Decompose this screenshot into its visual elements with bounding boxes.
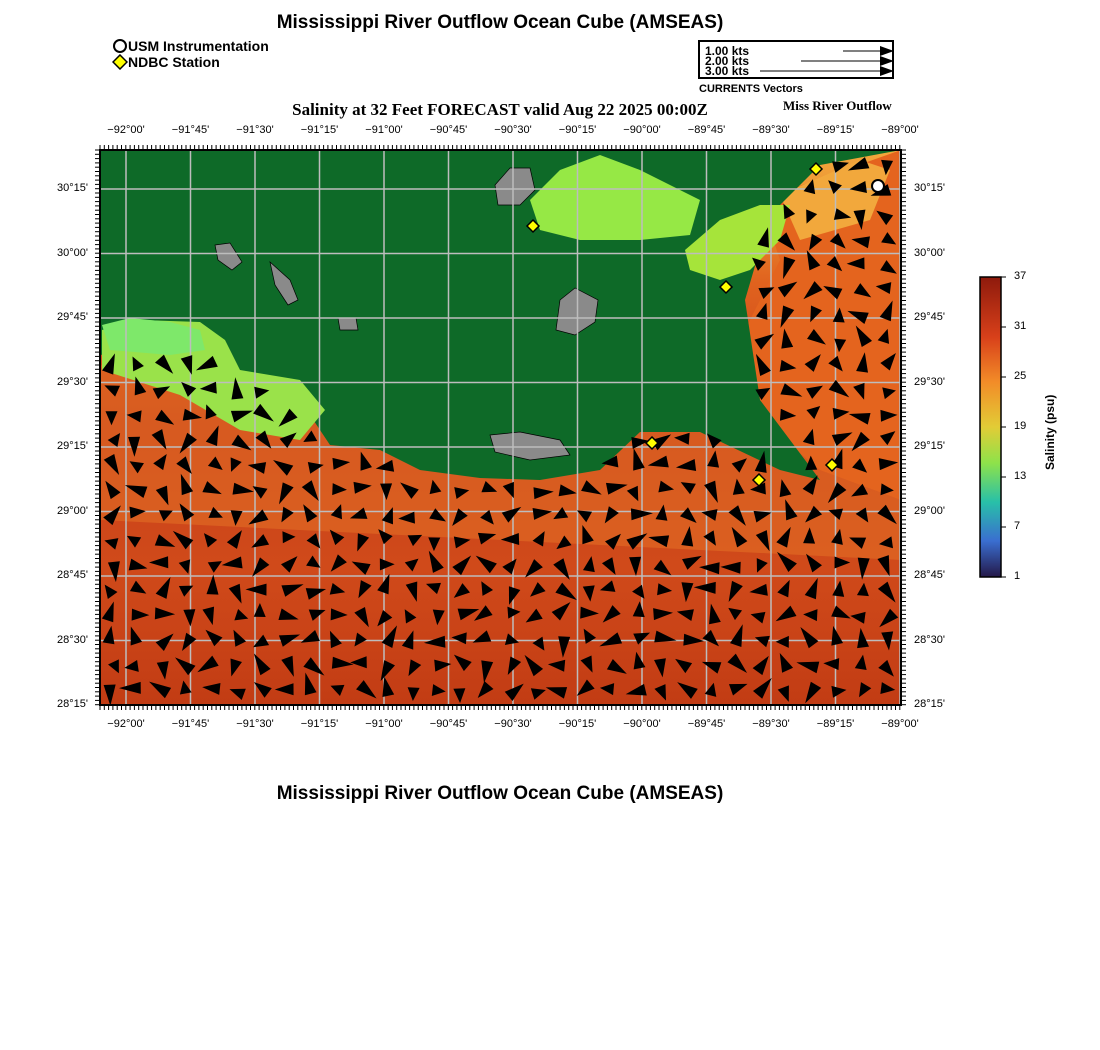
region-tag: Miss River Outflow bbox=[783, 98, 892, 113]
lon-tick-label: −91°30' bbox=[236, 124, 274, 136]
colorbar bbox=[970, 270, 1040, 590]
colorbar-title: Salinity (psu) bbox=[1043, 394, 1057, 470]
legend-ndbc-label: NDBC Station bbox=[128, 54, 220, 70]
lon-tick-label: −90°45' bbox=[429, 124, 468, 136]
lat-tick-label: 30°15' bbox=[914, 182, 945, 194]
lat-tick-label: 28°15' bbox=[914, 698, 945, 710]
lon-tick-label: −90°30' bbox=[494, 124, 532, 136]
lat-tick-label: 29°00' bbox=[914, 504, 945, 517]
lon-tick-label: −90°00' bbox=[623, 124, 661, 136]
lon-tick-label: −90°45' bbox=[429, 718, 468, 730]
lon-tick-label: −90°15' bbox=[558, 718, 597, 730]
lat-tick-label: 29°15' bbox=[57, 440, 88, 452]
colorbar-tick-label: 31 bbox=[1014, 320, 1027, 332]
lon-tick-label: −91°00' bbox=[365, 124, 403, 136]
colorbar-tick-label: 19 bbox=[1014, 420, 1027, 432]
page-title-bottom: Mississippi River Outflow Ocean Cube (AMSEAS) bbox=[276, 783, 724, 804]
lat-tick-label: 29°30' bbox=[914, 375, 945, 388]
lon-tick-label: −89°30' bbox=[752, 718, 790, 730]
lake-small-3 bbox=[338, 318, 358, 330]
page-title: Mississippi River Outflow Ocean Cube (AMSEAS) bbox=[276, 12, 724, 33]
lat-tick-label: 28°45' bbox=[57, 569, 88, 581]
colorbar-tick-label: 1 bbox=[1014, 570, 1021, 582]
lon-tick-label: −89°15' bbox=[816, 124, 855, 136]
legend-usm-label: USM Instrumentation bbox=[128, 38, 269, 54]
colorbar-gradient bbox=[980, 277, 1001, 577]
lon-tick-label: −90°30' bbox=[494, 718, 532, 730]
vector-legend-3kt: 3.00 kts bbox=[705, 64, 750, 78]
lat-tick-label: 29°15' bbox=[914, 440, 945, 452]
colorbar-tick-label: 25 bbox=[1014, 370, 1027, 382]
lon-tick-label: −92°00' bbox=[107, 124, 145, 136]
lat-tick-label: 29°45' bbox=[57, 311, 88, 323]
lon-tick-label: −90°15' bbox=[558, 124, 597, 136]
lat-tick-label: 28°45' bbox=[914, 569, 945, 581]
lon-tick-label: −92°00' bbox=[107, 718, 145, 730]
lon-tick-label: −91°15' bbox=[300, 124, 339, 136]
vector-legend-2kt: 2.00 kts bbox=[705, 54, 750, 68]
lat-tick-label: 28°15' bbox=[57, 698, 88, 710]
lon-tick-label: −91°45' bbox=[171, 124, 210, 136]
lon-tick-label: −89°45' bbox=[687, 124, 726, 136]
lon-tick-label: −91°30' bbox=[236, 718, 274, 730]
lat-tick-label: 28°30' bbox=[57, 633, 88, 646]
lon-tick-label: −89°00' bbox=[881, 718, 919, 730]
lon-tick-label: −90°00' bbox=[623, 718, 661, 730]
lon-tick-label: −89°15' bbox=[816, 718, 855, 730]
vector-legend-1kt: 1.00 kts bbox=[705, 44, 750, 58]
colorbar-tick-label: 37 bbox=[1014, 270, 1027, 282]
lat-tick-label: 28°30' bbox=[914, 633, 945, 646]
lat-tick-label: 30°15' bbox=[57, 182, 88, 194]
lon-tick-label: −89°45' bbox=[687, 718, 726, 730]
colorbar-tick-label: 7 bbox=[1014, 520, 1021, 532]
lon-tick-label: −91°15' bbox=[300, 718, 339, 730]
colorbar-tick-label: 13 bbox=[1014, 470, 1027, 482]
lat-tick-label: 29°45' bbox=[914, 311, 945, 323]
lat-tick-label: 30°00' bbox=[57, 246, 88, 259]
lat-tick-label: 30°00' bbox=[914, 246, 945, 259]
vector-legend-caption: CURRENTS Vectors bbox=[699, 83, 803, 95]
lat-tick-label: 29°00' bbox=[57, 504, 88, 517]
lon-tick-label: −91°00' bbox=[365, 718, 403, 730]
lon-tick-label: −89°30' bbox=[752, 124, 790, 136]
lon-tick-label: −89°00' bbox=[881, 124, 919, 136]
map-subtitle: Salinity at 32 Feet FORECAST valid Aug 22 2025 00:00Z bbox=[292, 100, 708, 119]
lat-tick-label: 29°30' bbox=[57, 375, 88, 388]
usm-instrument[interactable] bbox=[872, 180, 884, 192]
lon-tick-label: −91°45' bbox=[171, 718, 210, 730]
